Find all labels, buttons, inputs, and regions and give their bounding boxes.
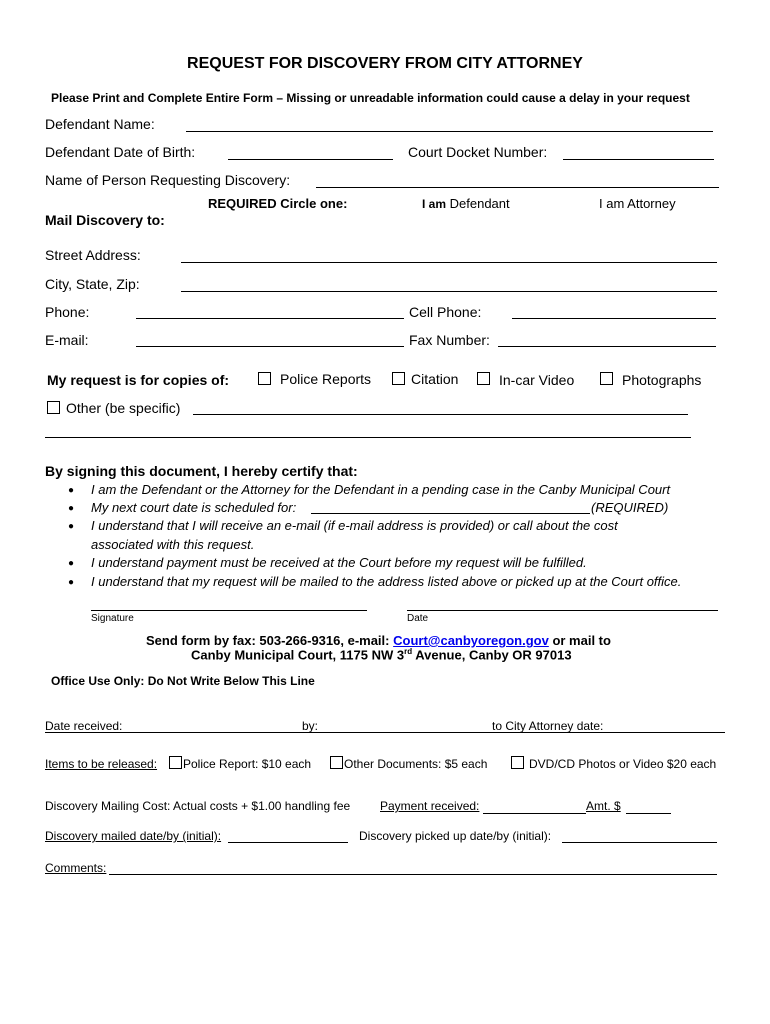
comments-label: Comments: xyxy=(45,861,107,875)
photographs-checkbox[interactable] xyxy=(600,372,613,385)
items-label: Items to be released: xyxy=(45,757,158,771)
fax-field[interactable] xyxy=(498,346,716,347)
other-docs-checkbox[interactable] xyxy=(330,756,343,769)
other-field-line2[interactable] xyxy=(45,437,691,438)
police-fee-checkbox[interactable] xyxy=(169,756,182,769)
police-reports-checkbox[interactable] xyxy=(258,372,271,385)
court-address-city: Avenue, Canby OR 97013 xyxy=(415,647,572,663)
to-attorney-label: to City Attorney date: xyxy=(492,719,604,733)
cell-label: Cell Phone: xyxy=(409,304,482,320)
certify-item-3-cont: associated with this request. xyxy=(91,537,255,552)
mail-to-heading: Mail Discovery to: xyxy=(45,212,165,228)
in-car-video-label: In-car Video xyxy=(499,372,575,388)
email-label: E-mail: xyxy=(45,332,89,348)
email-link[interactable]: Court@canbyoregon.gov xyxy=(393,633,549,648)
defendant-name-label: Defendant Name: xyxy=(45,116,155,132)
send-line-2 xyxy=(191,647,572,662)
send-mail-text: or mail to xyxy=(552,633,611,648)
mailed-field[interactable] xyxy=(228,842,348,843)
page-title: REQUEST FOR DISCOVERY FROM CITY ATTORNEY xyxy=(187,55,583,72)
other-docs-label: Other Documents: $5 each xyxy=(344,757,488,771)
by-label: by: xyxy=(302,719,319,733)
defendant-name-field[interactable] xyxy=(186,131,713,132)
mailed-label: Discovery mailed date/by (initial): xyxy=(45,829,222,843)
requester-field[interactable] xyxy=(316,187,719,188)
signature-field[interactable] xyxy=(91,610,367,611)
other-checkbox[interactable] xyxy=(47,401,60,414)
amt-label: Amt. $ xyxy=(586,799,621,813)
date-received-field[interactable] xyxy=(45,732,725,733)
court-date-field[interactable] xyxy=(311,513,590,514)
bullet-icon: ● xyxy=(68,503,75,514)
date-field[interactable] xyxy=(407,610,718,611)
ordinal-suffix: rd xyxy=(404,647,413,656)
city-field[interactable] xyxy=(181,291,717,292)
requester-label: Name of Person Requesting Discovery: xyxy=(45,172,291,188)
phone-field[interactable] xyxy=(136,318,404,319)
signature-label: Signature xyxy=(91,613,134,624)
citation-label: Citation xyxy=(411,371,459,387)
street-field[interactable] xyxy=(181,262,717,263)
phone-label: Phone: xyxy=(45,304,90,320)
email-field[interactable] xyxy=(136,346,404,347)
bullet-icon: ● xyxy=(68,558,75,569)
police-fee-label: Police Report: $10 each xyxy=(183,757,312,771)
street-label: Street Address: xyxy=(45,247,141,263)
docket-label: Court Docket Number: xyxy=(408,144,548,160)
bullet-icon: ● xyxy=(68,577,75,588)
photographs-label: Photographs xyxy=(622,372,702,388)
mailing-cost-label: Discovery Mailing Cost: Actual costs + $1.00 handling fee xyxy=(45,799,351,813)
dob-label: Defendant Date of Birth: xyxy=(45,144,196,160)
certify-item-2: My next court date is scheduled for: xyxy=(91,500,297,515)
certify-item-1: I am the Defendant or the Attorney for the Defendant in a pending case in the Canby Municipal Court xyxy=(91,482,671,497)
certify-item-3: I understand that I will receive an e-mail (if e-mail address is provided) or call about the cost xyxy=(91,518,618,533)
send-fax-text: Send form by fax: 503-266-9316, e-mail: xyxy=(146,633,390,648)
picked-label: Discovery picked up date/by (initial): xyxy=(359,829,552,843)
other-label: Other (be specific) xyxy=(66,400,181,416)
date-received-label: Date received: xyxy=(45,719,123,733)
certify-item-4: I understand payment must be received at the Court before my request will be fulfilled. xyxy=(91,555,587,570)
court-address-text: Canby Municipal Court, 1175 NW 3 xyxy=(191,647,405,663)
dvd-checkbox[interactable] xyxy=(511,756,524,769)
defendant-option[interactable] xyxy=(422,196,510,211)
cell-field[interactable] xyxy=(512,318,716,319)
police-reports-label: Police Reports xyxy=(280,371,372,387)
comments-field[interactable] xyxy=(109,874,717,875)
office-use-heading: Office Use Only: Do Not Write Below This Line xyxy=(51,674,315,688)
attorney-option[interactable]: I am Attorney xyxy=(599,196,676,211)
defendant-option-label: Defendant xyxy=(449,196,510,211)
certify-item-5: I understand that my request will be mailed to the address listed above or picked up at the Court office. xyxy=(91,574,682,589)
form-instructions: Please Print and Complete Entire Form – Missing or unreadable information could cause a delay in your request xyxy=(51,91,690,105)
required-note: (REQUIRED) xyxy=(591,500,669,515)
i-am-label: I am xyxy=(422,197,447,211)
city-label: City, State, Zip: xyxy=(45,276,140,292)
send-line-1 xyxy=(146,633,611,648)
fax-label: Fax Number: xyxy=(409,332,490,348)
bullet-icon: ● xyxy=(68,521,75,532)
bullet-icon: ● xyxy=(68,485,75,496)
required-circle-label: REQUIRED Circle one: xyxy=(208,196,348,211)
picked-field[interactable] xyxy=(562,842,717,843)
date-label: Date xyxy=(407,613,429,624)
in-car-video-checkbox[interactable] xyxy=(477,372,490,385)
payment-label: Payment received: xyxy=(380,799,480,813)
dvd-label: DVD/CD Photos or Video $20 each xyxy=(529,757,717,771)
dob-field[interactable] xyxy=(228,159,393,160)
other-field[interactable] xyxy=(193,414,688,415)
citation-checkbox[interactable] xyxy=(392,372,405,385)
payment-field[interactable] xyxy=(483,813,586,814)
copies-label: My request is for copies of: xyxy=(47,372,230,388)
certify-heading: By signing this document, I hereby certify that: xyxy=(45,463,358,479)
amt-field[interactable] xyxy=(626,813,671,814)
docket-field[interactable] xyxy=(563,159,714,160)
